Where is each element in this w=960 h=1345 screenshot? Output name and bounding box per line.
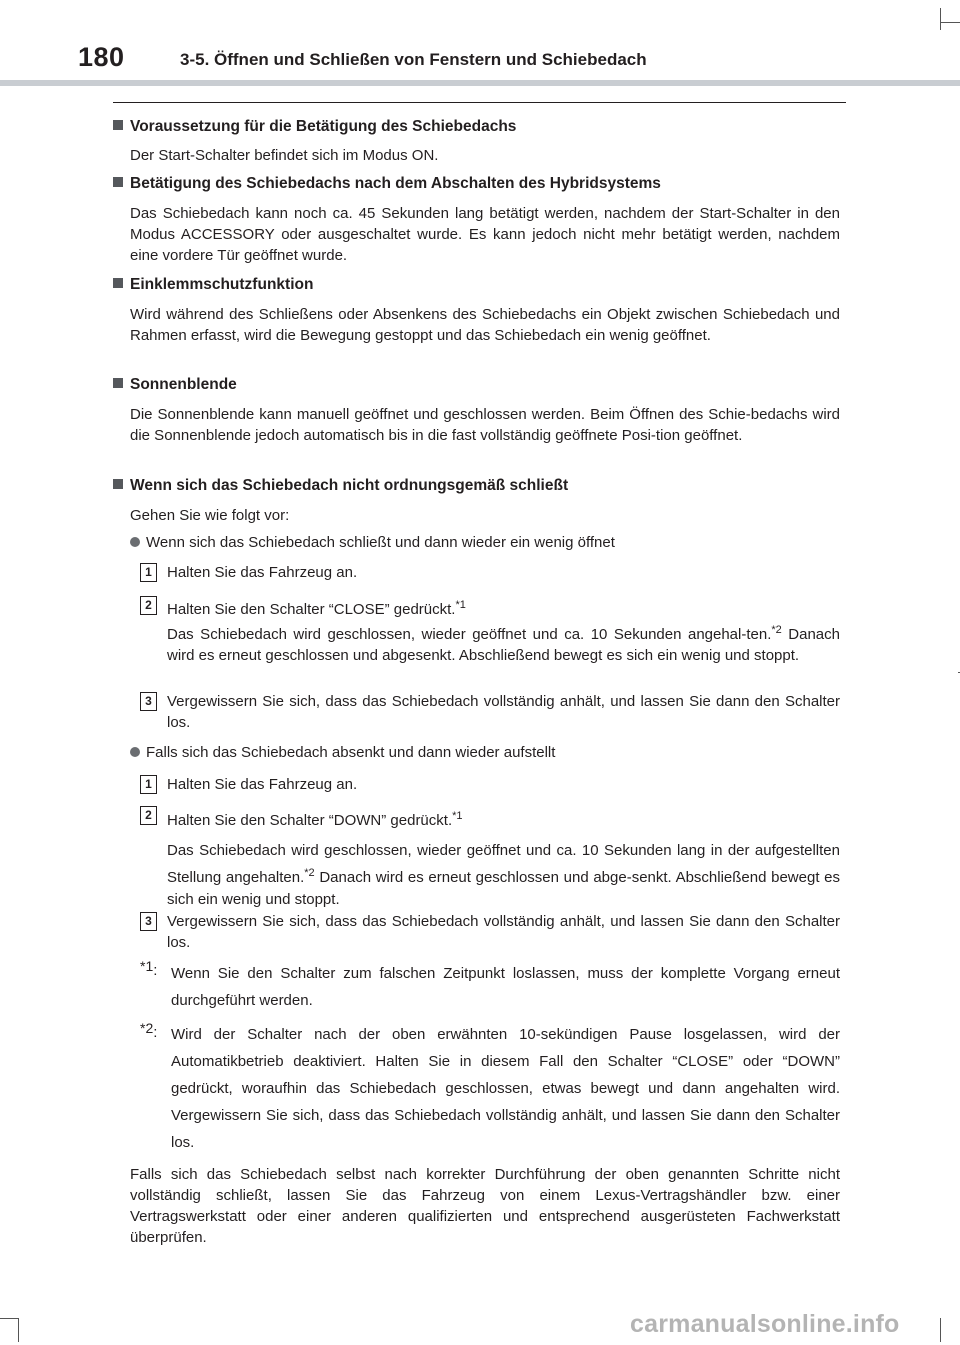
section-heading: Voraussetzung für die Betätigung des Schiebedachs bbox=[113, 118, 516, 136]
closing-paragraph: Falls sich das Schiebedach selbst nach korrekter Durchführung der oben genannten Schritte nicht vollständig schließt, lassen Sie das Fahrzeug von einem Lexus-Vertragshändler bzw. einer Vertragswerkstatt oder einer anderen qualifizierten und entsprechend ausgerüsteten Fachwerkstatt überprüfen. bbox=[130, 1166, 840, 1246]
step-number-box: 3 bbox=[140, 692, 157, 711]
footnote-ref: *1 bbox=[455, 599, 466, 611]
square-bullet-icon bbox=[113, 120, 123, 130]
page-number: 180 bbox=[78, 42, 125, 72]
case-heading: Wenn sich das Schiebedach schließt und dann wieder ein wenig öffnet bbox=[130, 534, 615, 551]
section-text: Gehen Sie wie folgt vor: bbox=[130, 507, 290, 524]
footnote-ref: *1 bbox=[452, 810, 463, 822]
watermark: carmanualsonline.info bbox=[630, 1310, 900, 1338]
step-text: Vergewissern Sie sich, dass das Schiebedach vollständig anhält, und lassen Sie dann den Schalter los. bbox=[167, 913, 840, 951]
square-bullet-icon bbox=[113, 278, 123, 288]
round-bullet-icon bbox=[130, 747, 140, 757]
square-bullet-icon bbox=[113, 479, 123, 489]
footnote-text: Wenn Sie den Schalter zum falschen Zeitpunkt loslassen, muss der komplette Vorgang erneut durchgeführt werden. bbox=[171, 965, 840, 1009]
step-number-box: 3 bbox=[140, 912, 157, 931]
section-heading: Betätigung des Schiebedachs nach dem Abschalten des Hybridsystems bbox=[113, 175, 661, 193]
step-text: Halten Sie das Fahrzeug an. bbox=[167, 564, 358, 581]
section-title: 3-5. Öffnen und Schließen von Fenstern und Schiebedach bbox=[180, 50, 647, 69]
page-header bbox=[0, 40, 960, 84]
section-heading: Einklemmschutzfunktion bbox=[113, 276, 313, 294]
step-number-box: 1 bbox=[140, 775, 157, 794]
step-item bbox=[140, 806, 840, 906]
crop-mark-top-right bbox=[940, 8, 941, 30]
section-text: Der Start-Schalter befindet sich im Modus ON. bbox=[130, 147, 439, 164]
footnote-mark: *2: bbox=[140, 1020, 158, 1041]
footnote-text: Wird der Schalter nach der oben erwähnten 10-sekündigen Pause losgelassen, wird der Automatikbetrieb deaktiviert. Halten Sie in diesem Fall den Schalter “CLOSE” oder “DOWN” gedrückt, woraufhin das Schiebedach geschlossen, etwas bewegt und dann angehalten wird. Vergewissern Sie sich, dass das Schiebedach vollständig anhält, und lassen Sie dann den Schalter los. bbox=[171, 1026, 840, 1151]
section-heading: Wenn sich das Schiebedach nicht ordnungsgemäß schließt bbox=[113, 477, 568, 495]
case-heading: Falls sich das Schiebedach absenkt und dann wieder aufstellt bbox=[130, 744, 555, 761]
step-number-box: 2 bbox=[140, 806, 157, 825]
crop-mark-bottom-left bbox=[18, 1318, 19, 1342]
section-heading: Sonnenblende bbox=[113, 376, 237, 394]
step-item bbox=[140, 563, 840, 585]
footnote-ref: *2 bbox=[304, 867, 315, 879]
step-number-box: 2 bbox=[140, 596, 157, 615]
crop-mark-bottom-left-h bbox=[0, 1318, 19, 1319]
step-item bbox=[140, 775, 840, 797]
square-bullet-icon bbox=[113, 177, 123, 187]
crop-mark-top-right-h bbox=[940, 22, 960, 23]
section-text: Das Schiebedach kann noch ca. 45 Sekunden lang betätigt werden, nachdem der Start-Schalter in den Modus ACCESSORY oder ausgeschaltet wurde. Es kann jedoch nicht mehr betätigt werden, nachdem eine vordere Tür geöffnet wurde. bbox=[130, 205, 840, 264]
square-bullet-icon bbox=[113, 378, 123, 388]
step-text: Halten Sie das Fahrzeug an. bbox=[167, 776, 358, 793]
step-text: Vergewissern Sie sich, dass das Schiebedach vollständig anhält, und lassen Sie dann den Schalter los. bbox=[167, 693, 840, 731]
section-text: Die Sonnenblende kann manuell geöffnet und geschlossen werden. Beim Öffnen des Schie-bedachs wird die Sonnenblende jedoch automatisch bis in die fast vollständig geöffnete Posi-tion geöffnet. bbox=[130, 406, 840, 444]
step-number-box: 1 bbox=[140, 563, 157, 582]
header-bar bbox=[0, 80, 960, 86]
step-text: Halten Sie den Schalter “CLOSE” gedrückt.$^{*1}$ Das Schiebedach wird geschlossen, wieder geöffnet und ca. 10 Sekunden angehal-ten.$^{*2}$ Danach wird es erneut geschlossen und abgesenkt. Abschließend bewegt es sich ein wenig und stoppt. bbox=[167, 599, 840, 664]
step-item bbox=[140, 596, 840, 686]
step-item bbox=[140, 692, 840, 736]
step-item bbox=[140, 912, 840, 956]
section-text: Wird während des Schließens oder Absenkens des Schiebedachs ein Objekt zwischen Schiebedach und Rahmen erfasst, wird die Bewegung gestoppt und das Schiebedach ein wenig geöffnet. bbox=[130, 306, 840, 344]
round-bullet-icon bbox=[130, 537, 140, 547]
step-text: Halten Sie den Schalter “DOWN” gedrückt.$^{*1}$ Das Schiebedach wird geschlossen, wieder geöffnet und ca. 10 Sekunden lang in der aufgestellten Stellung angehalten.$^{*2}$ Danach wird es erneut geschlossen und abge-senkt. Abschließend bewegt es sich ein wenig und stoppt. bbox=[167, 810, 840, 908]
crop-mark-bottom-right bbox=[940, 1318, 941, 1342]
footnote-ref: *2 bbox=[771, 624, 782, 636]
footnote-mark: *1: bbox=[140, 958, 158, 979]
section-rule bbox=[113, 102, 846, 103]
